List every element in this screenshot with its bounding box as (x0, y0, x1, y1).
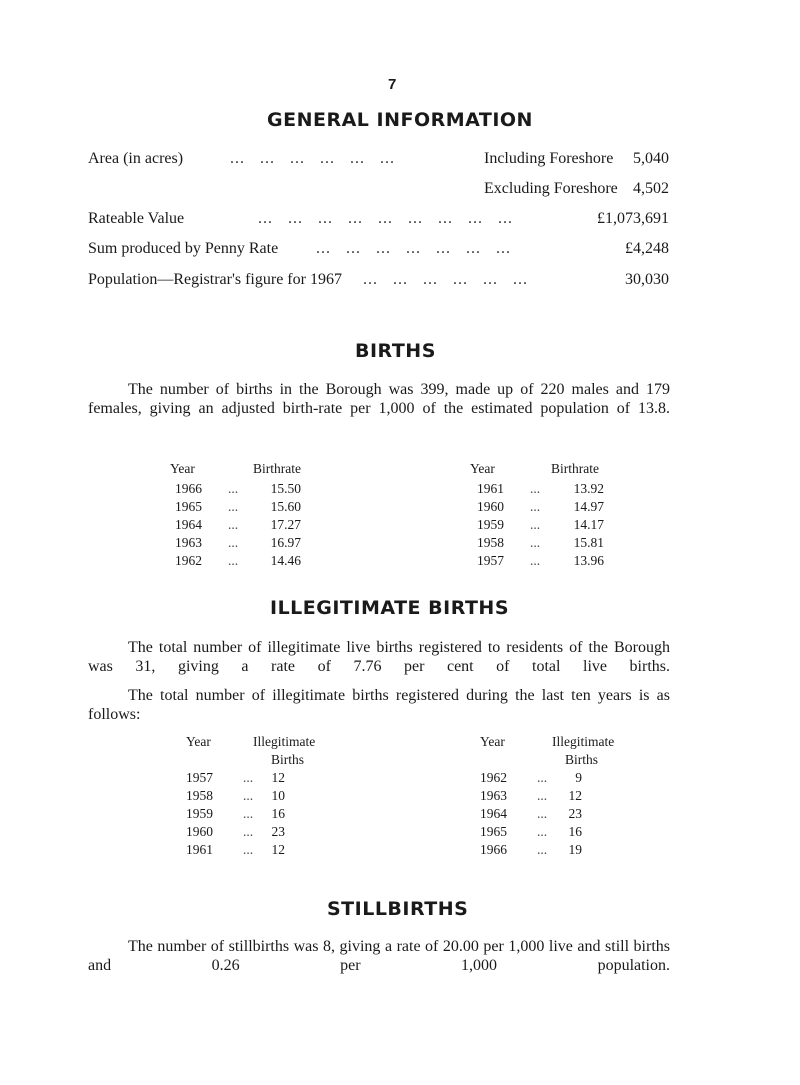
leader-dots: ... (243, 842, 254, 857)
births-rate-header-left: Birthrate (253, 461, 301, 476)
illegitimate-births-heading: ILLEGITIMATE BIRTHS (270, 597, 510, 619)
births-paragraph: The number of births in the Borough was 399, made up of 220 males and 179 females, giving an adjusted birth-rate per 1,000 of the estimated population of 13.8. (88, 381, 670, 417)
leader-dots: ... (243, 770, 254, 785)
births-row-year: 1957 (477, 553, 504, 568)
penny-rate-label: Sum produced by Penny Rate (88, 240, 279, 257)
illegitimate-paragraph-2: The total number of illegitimate births registered during the last ten years is as follows: (88, 687, 670, 723)
illegitimate-year-header-right: Year (480, 734, 505, 749)
area-including-label: Including Foreshore (484, 150, 614, 167)
births-row-year: 1962 (175, 553, 202, 568)
births-row-year: 1966 (175, 481, 202, 496)
leader-dots: ... (530, 499, 541, 514)
area-including-value: 5,040 (633, 150, 669, 167)
illegitimate-value-subheader-right: Births (565, 752, 599, 767)
illegitimate-row-value: 23 (271, 824, 285, 839)
penny-rate-value: £4,248 (625, 240, 669, 257)
births-row-year: 1961 (477, 481, 504, 496)
leader-dots: ... (530, 553, 541, 568)
births-year-header-right: Year (470, 461, 495, 476)
births-rate-header-right: Birthrate (551, 461, 599, 476)
leader-dots: ... (537, 824, 548, 839)
illegitimate-value-subheader-left: Births (271, 752, 305, 767)
leader-dots: ... (530, 517, 541, 532)
births-heading: BIRTHS (355, 340, 436, 362)
stillbirths-heading: STILLBIRTHS (327, 898, 469, 920)
births-row-year: 1964 (175, 517, 202, 532)
illegitimate-row-year: 1962 (480, 770, 507, 785)
births-year-header-left: Year (170, 461, 195, 476)
illegitimate-row-year: 1959 (186, 806, 213, 821)
leader-dots: ... (243, 824, 254, 839)
illegitimate-row-year: 1958 (186, 788, 213, 803)
illegitimate-row-year: 1966 (480, 842, 507, 857)
area-label: Area (in acres) (88, 150, 184, 167)
illegitimate-row-year: 1965 (480, 824, 507, 839)
illegitimate-row-value: 12 (271, 842, 285, 857)
leader-dots: ... (537, 770, 548, 785)
births-row-value: 13.96 (573, 553, 604, 568)
leader-dots: ... (228, 481, 239, 496)
stillbirths-paragraph: The number of stillbirths was 8, giving a rate of 20.00 per 1,000 live and still births and 0.26 per 1,000 population. (88, 938, 670, 974)
rateable-value-label: Rateable Value (88, 210, 185, 227)
illegitimate-row-value: 10 (271, 788, 285, 803)
illegitimate-row-year: 1961 (186, 842, 213, 857)
births-row-value: 13.92 (573, 481, 604, 496)
illegitimate-value-header-right: Illegitimate (552, 734, 615, 749)
leader-dots: ... (243, 788, 254, 803)
leader-dots: ... (530, 535, 541, 550)
births-row-value: 14.46 (270, 553, 301, 568)
illegitimate-row-value: 16 (271, 806, 285, 821)
illegitimate-row-value: 16 (568, 824, 582, 839)
page-number: 7 (388, 76, 397, 93)
births-row-year: 1959 (477, 517, 504, 532)
leader-dots: ... ... ... ... ... ... ... (316, 240, 511, 257)
illegitimate-row-value: 12 (568, 788, 582, 803)
leader-dots: ... (537, 842, 548, 857)
births-row-year: 1965 (175, 499, 202, 514)
illegitimate-value-header-left: Illegitimate (253, 734, 316, 749)
leader-dots: ... (530, 481, 541, 496)
general-information-heading: GENERAL INFORMATION (267, 109, 533, 131)
rateable-value: £1,073,691 (597, 210, 669, 227)
illegitimate-row-value: 19 (568, 842, 582, 857)
births-row-year: 1963 (175, 535, 202, 550)
leader-dots: ... (228, 499, 239, 514)
leader-dots: ... (537, 788, 548, 803)
births-row-value: 15.50 (270, 481, 301, 496)
births-row-value: 14.17 (573, 517, 604, 532)
population-value: 30,030 (625, 271, 669, 288)
illegitimate-row-value: 23 (568, 806, 582, 821)
births-row-year: 1958 (477, 535, 504, 550)
illegitimate-paragraph-1: The total number of illegitimate live births registered to residents of the Borough was 31, giving a rate of 7.76 per cent of total live births. (88, 639, 670, 675)
illegitimate-row-value: 12 (271, 770, 285, 785)
illegitimate-row-year: 1960 (186, 824, 213, 839)
illegitimate-row-year: 1957 (186, 770, 213, 785)
illegitimate-row-year: 1963 (480, 788, 507, 803)
area-excluding-label: Excluding Foreshore (484, 180, 618, 197)
leader-dots: ... (537, 806, 548, 821)
illegitimate-year-header-left: Year (186, 734, 211, 749)
births-row-value: 14.97 (573, 499, 604, 514)
births-row-value: 15.81 (573, 535, 604, 550)
births-row-value: 16.97 (270, 535, 301, 550)
area-excluding-value: 4,502 (633, 180, 669, 197)
leader-dots: ... (243, 806, 254, 821)
births-row-value: 17.27 (270, 517, 301, 532)
leader-dots: ... (228, 553, 239, 568)
leader-dots: ... ... ... ... ... ... (230, 150, 395, 167)
illegitimate-row-value: 9 (575, 770, 582, 785)
population-label: Population—Registrar's figure for 1967 (88, 271, 342, 288)
leader-dots: ... (228, 535, 239, 550)
births-row-value: 15.60 (270, 499, 301, 514)
illegitimate-row-year: 1964 (480, 806, 507, 821)
leader-dots: ... ... ... ... ... ... ... ... ... (258, 210, 513, 227)
births-row-year: 1960 (477, 499, 504, 514)
leader-dots: ... (228, 517, 239, 532)
leader-dots: ... ... ... ... ... ... (363, 271, 528, 288)
